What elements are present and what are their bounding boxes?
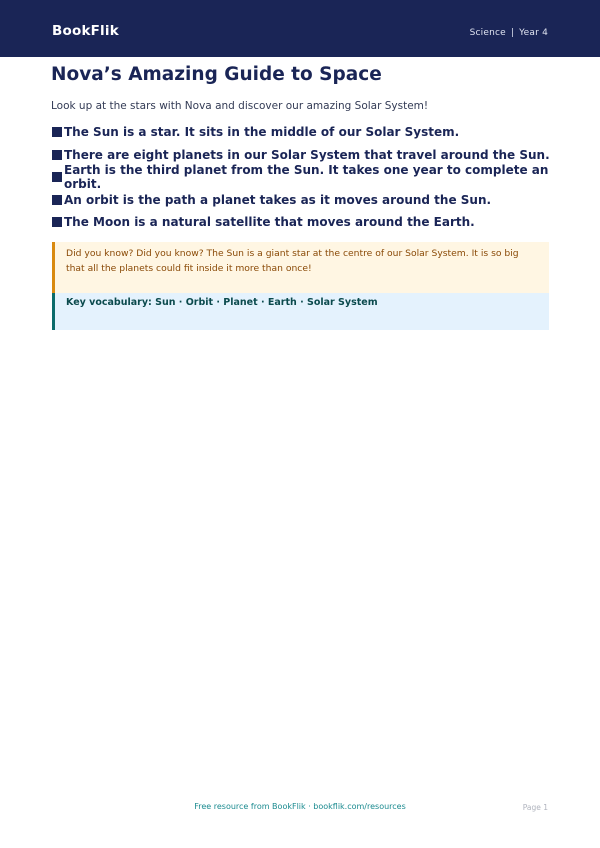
fact-text: The Moon is a natural satellite that moves around the Earth. [64, 215, 475, 230]
fact-item [52, 163, 552, 192]
meta-separator: | [510, 28, 515, 38]
fact-text: There are eight planets in our Solar System that travel around the Sun. [64, 147, 550, 162]
square-bullet-icon [52, 195, 62, 205]
facts-list [52, 121, 552, 234]
year-label: Year 4 [519, 28, 548, 38]
vocabulary-text: Key vocabulary: Sun · Orbit · Planet · Earth · Solar System [66, 297, 378, 308]
square-bullet-icon [52, 217, 62, 227]
fact-item [52, 121, 552, 144]
fact-text: The Sun is a star. It sits in the middle of our Solar System. [64, 125, 460, 140]
did-you-know-callout [52, 242, 549, 293]
page-header [0, 0, 600, 57]
subject-meta [470, 28, 548, 38]
subject-label: Science [469, 28, 506, 38]
page-number: Page 1 [522, 803, 548, 812]
brand-logo-text[interactable]: BookFlik [52, 23, 119, 39]
square-bullet-icon [52, 172, 62, 182]
fact-text: Earth is the third planet from the Sun. It takes one year to complete an orbit. [64, 163, 549, 192]
footer-resource-link[interactable]: Free resource from BookFlik · bookflik.com/resources [194, 802, 406, 811]
square-bullet-icon [52, 150, 62, 160]
fact-item [52, 211, 552, 234]
square-bullet-icon [52, 127, 62, 137]
intro-text: Look up at the stars with Nova and discover our amazing Solar System! [51, 100, 429, 112]
fact-text: An orbit is the path a planet takes as it moves around the Sun. [64, 192, 492, 207]
page-title: Nova’s Amazing Guide to Space [51, 64, 382, 85]
callout-text: Did you know? Did you know? The Sun is a giant star at the centre of our Solar System. It is so big that all the planets could fit inside it more than once! [66, 248, 519, 274]
key-vocabulary-box [52, 293, 549, 330]
fact-item [52, 189, 552, 212]
